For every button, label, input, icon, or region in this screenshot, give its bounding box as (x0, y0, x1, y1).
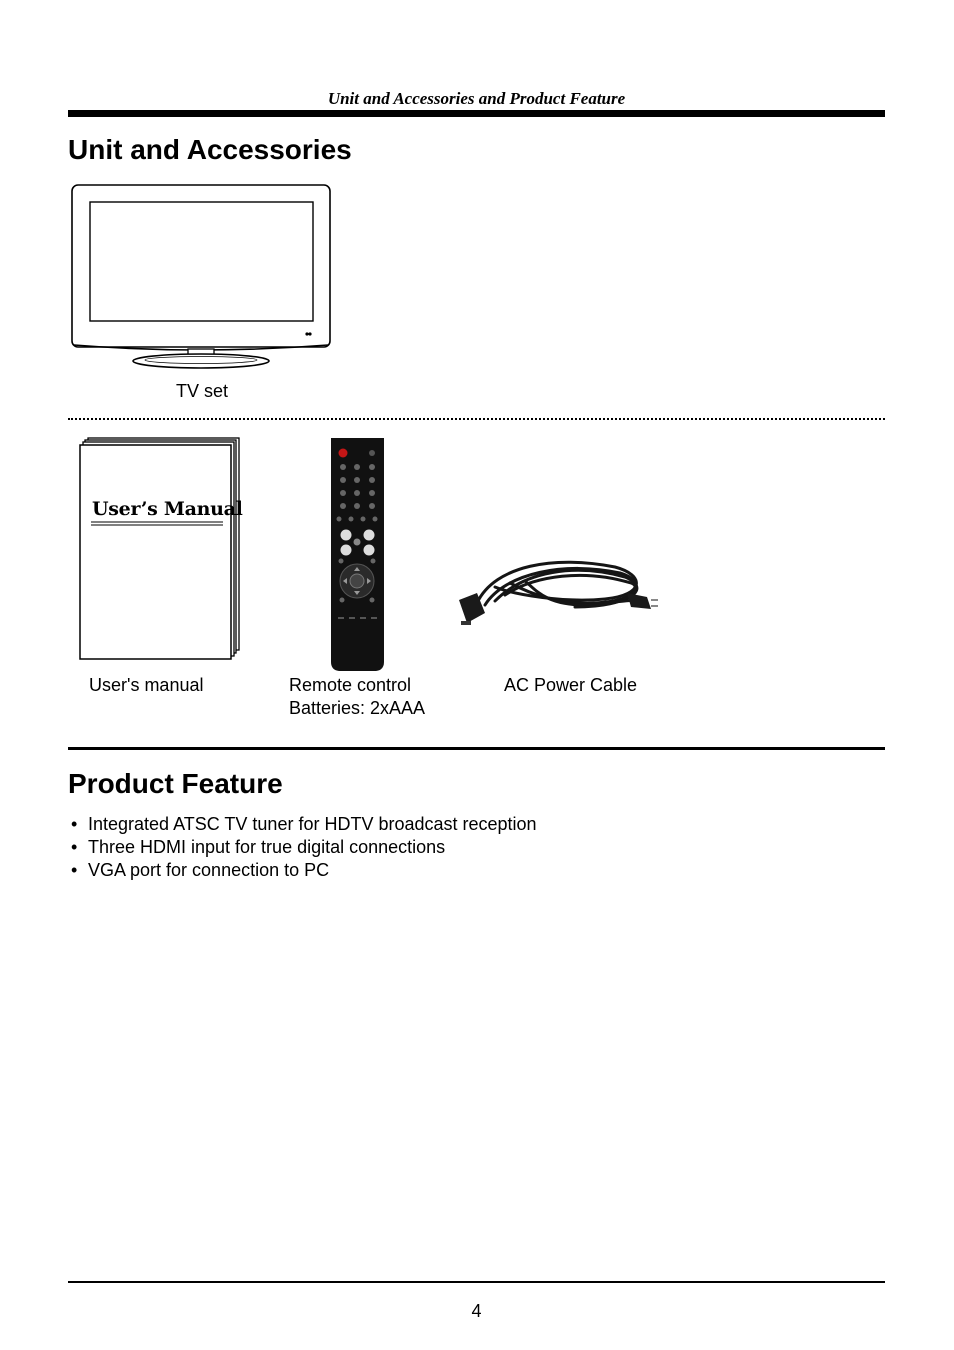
feature-text: VGA port for connection to PC (88, 860, 330, 880)
remote-control-illustration (329, 436, 387, 674)
list-item (68, 836, 537, 859)
bullet-icon: • (71, 837, 78, 857)
section-divider-solid (68, 747, 885, 750)
footer-rule (68, 1281, 885, 1283)
feature-text: Three HDMI input for true digital connections (88, 837, 446, 857)
tv-set-caption: TV set (176, 381, 229, 401)
list-item (68, 813, 537, 836)
users-manual-cover-text: User’s Manual (92, 498, 243, 520)
users-manual-illustration (78, 436, 244, 662)
users-manual-caption: User's manual (89, 675, 204, 695)
batteries-caption: Batteries: 2xAAA (289, 698, 426, 718)
bullet-icon: • (71, 814, 78, 834)
page-number: 4 (471, 1301, 482, 1321)
remote-control-caption: Remote control (289, 675, 412, 695)
running-header: Unit and Accessories and Product Feature (327, 89, 626, 108)
bullet-icon: • (71, 860, 78, 880)
section-divider-dotted (68, 418, 885, 420)
section-title-unit: Unit and Accessories (68, 134, 352, 165)
ac-power-cable-illustration (455, 545, 663, 633)
feature-list (68, 813, 537, 882)
tv-set-illustration (70, 183, 334, 371)
section-title-feature: Product Feature (68, 768, 283, 799)
header-rule (68, 110, 885, 117)
list-item (68, 859, 537, 882)
feature-text: Integrated ATSC TV tuner for HDTV broadcast reception (88, 814, 537, 834)
ac-power-cable-caption: AC Power Cable (504, 675, 638, 695)
